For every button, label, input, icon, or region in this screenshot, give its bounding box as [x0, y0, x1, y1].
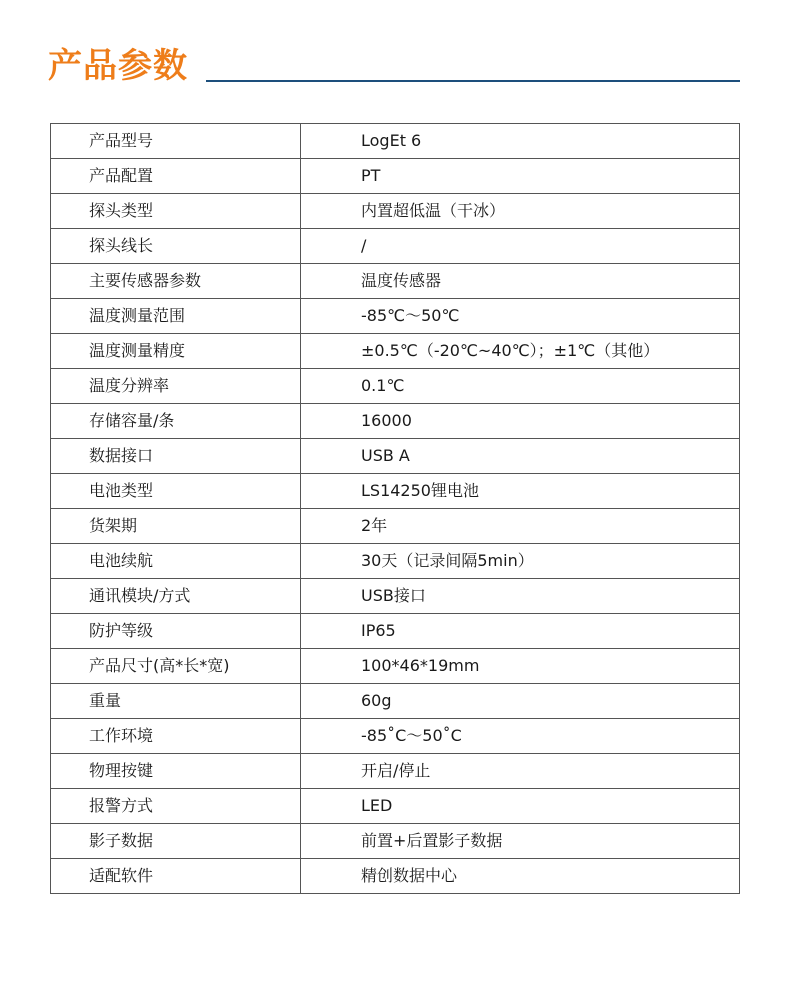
- spec-value: 精创数据中心: [301, 859, 740, 894]
- spec-label: 影子数据: [51, 824, 301, 859]
- spec-label: 工作环境: [51, 719, 301, 754]
- table-row: [51, 544, 740, 579]
- table-row: [51, 124, 740, 159]
- table-row: [51, 579, 740, 614]
- spec-label: 探头线长: [51, 229, 301, 264]
- spec-label: 电池类型: [51, 474, 301, 509]
- table-row: [51, 859, 740, 894]
- spec-value: 16000: [301, 404, 740, 439]
- spec-value: 开启/停止: [301, 754, 740, 789]
- spec-value: 内置超低温（干冰）: [301, 194, 740, 229]
- spec-label: 适配软件: [51, 859, 301, 894]
- spec-label: 防护等级: [51, 614, 301, 649]
- spec-table-body: [51, 124, 740, 894]
- table-row: [51, 334, 740, 369]
- spec-table: [50, 123, 740, 894]
- section-header: [48, 44, 740, 88]
- spec-value: LogEt 6: [301, 124, 740, 159]
- spec-label: 存储容量/条: [51, 404, 301, 439]
- spec-value: LS14250锂电池: [301, 474, 740, 509]
- table-row: [51, 474, 740, 509]
- table-row: [51, 789, 740, 824]
- spec-value: 2年: [301, 509, 740, 544]
- spec-label: 重量: [51, 684, 301, 719]
- title-divider: [206, 80, 740, 82]
- spec-label: 数据接口: [51, 439, 301, 474]
- spec-label: 温度分辨率: [51, 369, 301, 404]
- spec-value: PT: [301, 159, 740, 194]
- spec-value: LED: [301, 789, 740, 824]
- spec-label: 货架期: [51, 509, 301, 544]
- spec-label: 产品型号: [51, 124, 301, 159]
- table-row: [51, 369, 740, 404]
- spec-value: 30天（记录间隔5min）: [301, 544, 740, 579]
- table-row: [51, 439, 740, 474]
- table-row: [51, 824, 740, 859]
- spec-label: 温度测量范围: [51, 299, 301, 334]
- spec-value: -85˚C～50˚C: [301, 719, 740, 754]
- spec-value: 100*46*19mm: [301, 649, 740, 684]
- spec-label: 报警方式: [51, 789, 301, 824]
- table-row: [51, 404, 740, 439]
- table-row: [51, 649, 740, 684]
- spec-value: 温度传感器: [301, 264, 740, 299]
- spec-label: 通讯模块/方式: [51, 579, 301, 614]
- table-row: [51, 299, 740, 334]
- table-row: [51, 509, 740, 544]
- spec-label: 电池续航: [51, 544, 301, 579]
- spec-value: USB接口: [301, 579, 740, 614]
- table-row: [51, 684, 740, 719]
- table-row: [51, 159, 740, 194]
- table-row: [51, 229, 740, 264]
- spec-value: 0.1℃: [301, 369, 740, 404]
- spec-label: 探头类型: [51, 194, 301, 229]
- spec-value: 60g: [301, 684, 740, 719]
- spec-value: 前置+后置影子数据: [301, 824, 740, 859]
- spec-label: 产品尺寸(高*长*宽): [51, 649, 301, 684]
- table-row: [51, 719, 740, 754]
- table-row: [51, 614, 740, 649]
- spec-label: 主要传感器参数: [51, 264, 301, 299]
- spec-value: ±0.5℃（-20℃~40℃）；±1℃（其他）: [301, 334, 740, 369]
- spec-value: -85℃～50℃: [301, 299, 740, 334]
- spec-value: /: [301, 229, 740, 264]
- spec-value: USB A: [301, 439, 740, 474]
- spec-label: 物理按键: [51, 754, 301, 789]
- spec-value: IP65: [301, 614, 740, 649]
- page-title: 产品参数: [48, 46, 188, 86]
- table-row: [51, 754, 740, 789]
- spec-label: 温度测量精度: [51, 334, 301, 369]
- table-row: [51, 194, 740, 229]
- table-row: [51, 264, 740, 299]
- spec-label: 产品配置: [51, 159, 301, 194]
